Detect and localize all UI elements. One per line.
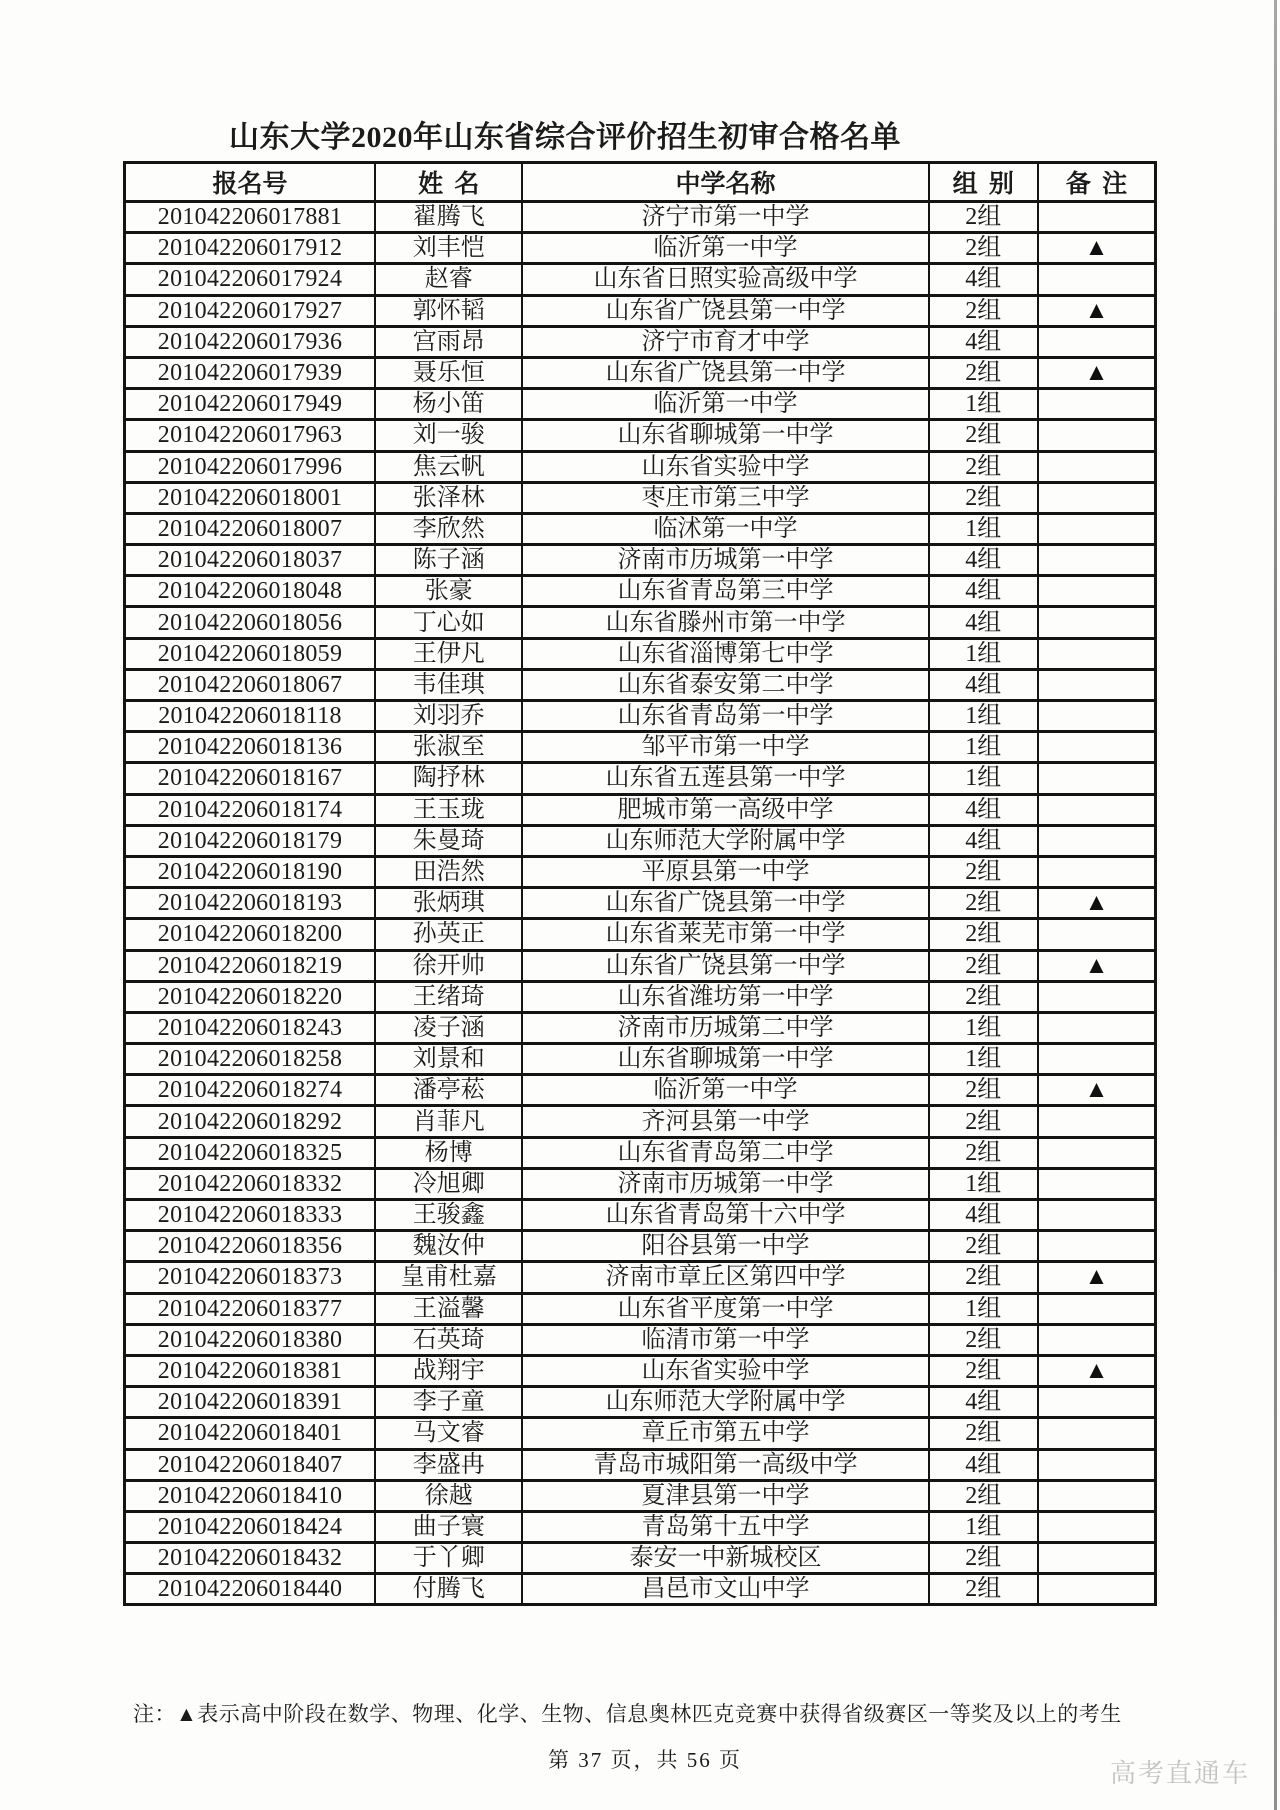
table-row: [125, 1574, 1156, 1605]
regno-cell: 201042206018356: [125, 1231, 376, 1262]
group-cell: 1组: [929, 513, 1038, 544]
page-title: 山东大学2020年山东省综合评价招生初审合格名单: [229, 121, 901, 154]
group-cell: 2组: [929, 1075, 1038, 1106]
school-cell: 临沂第一中学: [522, 389, 928, 420]
school-cell: 平原县第一中学: [522, 856, 928, 887]
table-row: [125, 1044, 1156, 1075]
regno-cell: 201042206018037: [125, 545, 376, 576]
name-cell: 陈子涵: [375, 545, 522, 576]
school-cell: 临沂第一中学: [522, 1075, 928, 1106]
remark-cell: [1038, 1200, 1156, 1231]
table-row: [125, 950, 1156, 981]
regno-cell: 201042206018220: [125, 981, 376, 1012]
school-cell: 济南市历城第一中学: [522, 1168, 928, 1199]
regno-cell: 201042206018440: [125, 1574, 376, 1605]
regno-cell: 201042206018274: [125, 1075, 376, 1106]
table-row: [125, 545, 1156, 576]
remark-cell: [1038, 981, 1156, 1012]
table-row: [125, 1075, 1156, 1106]
group-cell: 2组: [929, 233, 1038, 264]
table-row: [125, 825, 1156, 856]
group-cell: 4组: [929, 669, 1038, 700]
remark-cell: [1038, 1449, 1156, 1480]
name-cell: 王溢馨: [375, 1293, 522, 1324]
remark-cell: [1038, 451, 1156, 482]
school-cell: 青岛市城阳第一高级中学: [522, 1449, 928, 1480]
group-cell: 2组: [929, 1231, 1038, 1262]
group-cell: 4组: [929, 545, 1038, 576]
remark-cell: [1038, 482, 1156, 513]
school-cell: 章丘市第五中学: [522, 1418, 928, 1449]
school-cell: 临清市第一中学: [522, 1324, 928, 1355]
remark-cell: ▲: [1038, 357, 1156, 388]
name-cell: 郭怀韬: [375, 295, 522, 326]
remark-cell: [1038, 1106, 1156, 1137]
group-cell: 2组: [929, 888, 1038, 919]
group-cell: 2组: [929, 1106, 1038, 1137]
name-cell: 张炳琪: [375, 888, 522, 919]
group-cell: 1组: [929, 1168, 1038, 1199]
regno-cell: 201042206018190: [125, 856, 376, 887]
regno-cell: 201042206018401: [125, 1418, 376, 1449]
school-cell: 肥城市第一高级中学: [522, 794, 928, 825]
col-header-group: 组别: [929, 163, 1038, 202]
group-cell: 1组: [929, 732, 1038, 763]
name-cell: 凌子涵: [375, 1012, 522, 1043]
name-cell: 李子童: [375, 1387, 522, 1418]
group-cell: 4组: [929, 1200, 1038, 1231]
school-cell: 山东省日照实验高级中学: [522, 264, 928, 295]
regno-cell: 201042206018373: [125, 1262, 376, 1293]
page-number: 第 37 页，共 56 页: [548, 1748, 742, 1772]
regno-cell: 201042206018118: [125, 701, 376, 732]
regno-cell: 201042206018381: [125, 1355, 376, 1386]
regno-cell: 201042206018380: [125, 1324, 376, 1355]
group-cell: 4组: [929, 576, 1038, 607]
regno-cell: 201042206017949: [125, 389, 376, 420]
school-cell: 临沭第一中学: [522, 513, 928, 544]
name-cell: 魏汝仲: [375, 1231, 522, 1262]
regno-cell: 201042206018007: [125, 513, 376, 544]
table-row: [125, 638, 1156, 669]
remark-cell: [1038, 607, 1156, 638]
table-row: [125, 1168, 1156, 1199]
group-cell: 4组: [929, 264, 1038, 295]
table-row: [125, 763, 1156, 794]
school-cell: 昌邑市文山中学: [522, 1574, 928, 1605]
table-row: [125, 732, 1156, 763]
remark-cell: [1038, 1480, 1156, 1511]
remark-cell: [1038, 1511, 1156, 1542]
school-cell: 济宁市第一中学: [522, 202, 928, 233]
remark-cell: ▲: [1038, 950, 1156, 981]
school-cell: 山东省聊城第一中学: [522, 1044, 928, 1075]
remark-cell: ▲: [1038, 1262, 1156, 1293]
group-cell: 4组: [929, 1387, 1038, 1418]
remark-cell: [1038, 420, 1156, 451]
regno-cell: 201042206018219: [125, 950, 376, 981]
remark-cell: [1038, 264, 1156, 295]
remark-cell: [1038, 794, 1156, 825]
name-cell: 刘丰恺: [375, 233, 522, 264]
name-cell: 丁心如: [375, 607, 522, 638]
table-row: [125, 576, 1156, 607]
name-cell: 王骏鑫: [375, 1200, 522, 1231]
table-row: [125, 1418, 1156, 1449]
group-cell: 4组: [929, 1449, 1038, 1480]
regno-cell: 201042206018332: [125, 1168, 376, 1199]
name-cell: 曲子寰: [375, 1511, 522, 1542]
school-cell: 夏津县第一中学: [522, 1480, 928, 1511]
remark-cell: [1038, 638, 1156, 669]
watermark: 高考直通车: [1109, 1759, 1250, 1788]
table-row: [125, 794, 1156, 825]
table-row: [125, 669, 1156, 700]
table-row: [125, 919, 1156, 950]
group-cell: 2组: [929, 420, 1038, 451]
regno-cell: 201042206018001: [125, 482, 376, 513]
table-row: [125, 389, 1156, 420]
school-cell: 临沂第一中学: [522, 233, 928, 264]
regno-cell: 201042206018391: [125, 1387, 376, 1418]
col-header-remark: 备注: [1038, 163, 1156, 202]
remark-cell: ▲: [1038, 1075, 1156, 1106]
table-row: [125, 1355, 1156, 1386]
remark-cell: ▲: [1038, 233, 1156, 264]
group-cell: 2组: [929, 919, 1038, 950]
name-cell: 李盛冉: [375, 1449, 522, 1480]
regno-cell: 201042206018292: [125, 1106, 376, 1137]
table-row: [125, 981, 1156, 1012]
group-cell: 1组: [929, 389, 1038, 420]
remark-cell: [1038, 1324, 1156, 1355]
school-cell: 山东省潍坊第一中学: [522, 981, 928, 1012]
name-cell: 石英琦: [375, 1324, 522, 1355]
school-cell: 山东省实验中学: [522, 451, 928, 482]
school-cell: 济南市历城第一中学: [522, 545, 928, 576]
school-cell: 山东省广饶县第一中学: [522, 888, 928, 919]
table-row: [125, 482, 1156, 513]
name-cell: 张豪: [375, 576, 522, 607]
table-row: [125, 701, 1156, 732]
regno-cell: 201042206018377: [125, 1293, 376, 1324]
col-header-name: 姓名: [375, 163, 522, 202]
school-cell: 山东省五莲县第一中学: [522, 763, 928, 794]
group-cell: 2组: [929, 856, 1038, 887]
group-cell: 2组: [929, 295, 1038, 326]
school-cell: 齐河县第一中学: [522, 1106, 928, 1137]
regno-cell: 201042206018432: [125, 1543, 376, 1574]
table-row: [125, 607, 1156, 638]
name-cell: 翟腾飞: [375, 202, 522, 233]
remark-cell: [1038, 701, 1156, 732]
school-cell: 山东省实验中学: [522, 1355, 928, 1386]
name-cell: 陶抒林: [375, 763, 522, 794]
group-cell: 1组: [929, 638, 1038, 669]
regno-cell: 201042206018059: [125, 638, 376, 669]
school-cell: 山东师范大学附属中学: [522, 1387, 928, 1418]
table-row: [125, 1262, 1156, 1293]
name-cell: 徐越: [375, 1480, 522, 1511]
table-row: [125, 1543, 1156, 1574]
group-cell: 2组: [929, 202, 1038, 233]
name-cell: 于丫卿: [375, 1543, 522, 1574]
school-cell: 山东省青岛第十六中学: [522, 1200, 928, 1231]
remark-cell: [1038, 1168, 1156, 1199]
name-cell: 王绪琦: [375, 981, 522, 1012]
regno-cell: 201042206018174: [125, 794, 376, 825]
school-cell: 山东省广饶县第一中学: [522, 357, 928, 388]
table-row: [125, 202, 1156, 233]
scan-edge-artifact: [1274, 0, 1277, 1810]
name-cell: 王伊凡: [375, 638, 522, 669]
remark-cell: ▲: [1038, 888, 1156, 919]
regno-cell: 201042206018067: [125, 669, 376, 700]
regno-cell: 201042206018136: [125, 732, 376, 763]
remark-cell: [1038, 1293, 1156, 1324]
remark-cell: [1038, 1574, 1156, 1605]
table-body: [125, 202, 1156, 1605]
group-cell: 2组: [929, 1418, 1038, 1449]
qualified-list-table: [123, 161, 1157, 1606]
table-row: [125, 1324, 1156, 1355]
remark-cell: [1038, 326, 1156, 357]
table-row: [125, 1012, 1156, 1043]
remark-cell: [1038, 1418, 1156, 1449]
table-row: [125, 888, 1156, 919]
remark-cell: [1038, 825, 1156, 856]
name-cell: 刘一骏: [375, 420, 522, 451]
school-cell: 山东省青岛第三中学: [522, 576, 928, 607]
regno-cell: 201042206017924: [125, 264, 376, 295]
remark-cell: [1038, 1137, 1156, 1168]
remark-cell: [1038, 1012, 1156, 1043]
regno-cell: 201042206018407: [125, 1449, 376, 1480]
table-row: [125, 1106, 1156, 1137]
table-row: [125, 326, 1156, 357]
school-cell: 泰安一中新城校区: [522, 1543, 928, 1574]
group-cell: 1组: [929, 1293, 1038, 1324]
table-row: [125, 451, 1156, 482]
remark-cell: [1038, 763, 1156, 794]
group-cell: 1组: [929, 763, 1038, 794]
school-cell: 济南市历城第二中学: [522, 1012, 928, 1043]
table-row: [125, 1231, 1156, 1262]
group-cell: 2组: [929, 451, 1038, 482]
regno-cell: 201042206017936: [125, 326, 376, 357]
remark-cell: [1038, 389, 1156, 420]
regno-cell: 201042206018167: [125, 763, 376, 794]
remark-cell: [1038, 576, 1156, 607]
name-cell: 马文睿: [375, 1418, 522, 1449]
group-cell: 2组: [929, 1543, 1038, 1574]
name-cell: 刘羽乔: [375, 701, 522, 732]
group-cell: 2组: [929, 357, 1038, 388]
remark-cell: [1038, 856, 1156, 887]
table-row: [125, 513, 1156, 544]
group-cell: 2组: [929, 1355, 1038, 1386]
regno-cell: 201042206018200: [125, 919, 376, 950]
school-cell: 山东省青岛第二中学: [522, 1137, 928, 1168]
group-cell: 4组: [929, 794, 1038, 825]
school-cell: 济宁市育才中学: [522, 326, 928, 357]
table-row: [125, 264, 1156, 295]
remark-cell: [1038, 513, 1156, 544]
school-cell: 枣庄市第三中学: [522, 482, 928, 513]
group-cell: 2组: [929, 482, 1038, 513]
group-cell: 4组: [929, 326, 1038, 357]
group-cell: 1组: [929, 1044, 1038, 1075]
regno-cell: 201042206018258: [125, 1044, 376, 1075]
remark-cell: ▲: [1038, 295, 1156, 326]
regno-cell: 201042206017939: [125, 357, 376, 388]
remark-cell: ▲: [1038, 1355, 1156, 1386]
col-header-regno: 报名号: [125, 163, 376, 202]
remark-cell: [1038, 1044, 1156, 1075]
table-row: [125, 1293, 1156, 1324]
regno-cell: 201042206018410: [125, 1480, 376, 1511]
name-cell: 张淑至: [375, 732, 522, 763]
name-cell: 皇甫杜嘉: [375, 1262, 522, 1293]
group-cell: 1组: [929, 1511, 1038, 1542]
table-row: [125, 1511, 1156, 1542]
regno-cell: 201042206018179: [125, 825, 376, 856]
group-cell: 2组: [929, 1574, 1038, 1605]
remark-cell: [1038, 919, 1156, 950]
group-cell: 2组: [929, 981, 1038, 1012]
remark-cell: [1038, 202, 1156, 233]
school-cell: 邹平市第一中学: [522, 732, 928, 763]
name-cell: 张泽林: [375, 482, 522, 513]
regno-cell: 201042206017927: [125, 295, 376, 326]
name-cell: 韦佳琪: [375, 669, 522, 700]
name-cell: 聂乐恒: [375, 357, 522, 388]
regno-cell: 201042206017963: [125, 420, 376, 451]
regno-cell: 201042206018056: [125, 607, 376, 638]
name-cell: 杨博: [375, 1137, 522, 1168]
name-cell: 付腾飞: [375, 1574, 522, 1605]
table-row: [125, 295, 1156, 326]
remark-cell: [1038, 1543, 1156, 1574]
name-cell: 杨小笛: [375, 389, 522, 420]
regno-cell: 201042206018424: [125, 1511, 376, 1542]
school-cell: 山东师范大学附属中学: [522, 825, 928, 856]
group-cell: 4组: [929, 825, 1038, 856]
footnote: 注：▲表示高中阶段在数学、物理、化学、生物、信息奥林匹克竞赛中获得省级赛区一等奖及以上的考生: [133, 1702, 1122, 1726]
school-cell: 山东省平度第一中学: [522, 1293, 928, 1324]
name-cell: 冷旭卿: [375, 1168, 522, 1199]
school-cell: 青岛第十五中学: [522, 1511, 928, 1542]
name-cell: 焦云帆: [375, 451, 522, 482]
group-cell: 2组: [929, 1137, 1038, 1168]
table-header-row: [125, 163, 1156, 202]
school-cell: 山东省滕州市第一中学: [522, 607, 928, 638]
table-row: [125, 233, 1156, 264]
col-header-school: 中学名称: [522, 163, 928, 202]
remark-cell: [1038, 669, 1156, 700]
regno-cell: 201042206017912: [125, 233, 376, 264]
regno-cell: 201042206018193: [125, 888, 376, 919]
school-cell: 山东省广饶县第一中学: [522, 295, 928, 326]
name-cell: 李欣然: [375, 513, 522, 544]
school-cell: 山东省聊城第一中学: [522, 420, 928, 451]
name-cell: 王玉珑: [375, 794, 522, 825]
group-cell: 2组: [929, 950, 1038, 981]
school-cell: 阳谷县第一中学: [522, 1231, 928, 1262]
school-cell: 山东省泰安第二中学: [522, 669, 928, 700]
table-row: [125, 856, 1156, 887]
school-cell: 济南市章丘区第四中学: [522, 1262, 928, 1293]
regno-cell: 201042206018243: [125, 1012, 376, 1043]
group-cell: 2组: [929, 1324, 1038, 1355]
school-cell: 山东省淄博第七中学: [522, 638, 928, 669]
name-cell: 刘景和: [375, 1044, 522, 1075]
name-cell: 徐开帅: [375, 950, 522, 981]
name-cell: 宫雨昂: [375, 326, 522, 357]
name-cell: 赵睿: [375, 264, 522, 295]
remark-cell: [1038, 1387, 1156, 1418]
name-cell: 孙英正: [375, 919, 522, 950]
regno-cell: 201042206018048: [125, 576, 376, 607]
name-cell: 潘亭菘: [375, 1075, 522, 1106]
table-row: [125, 1480, 1156, 1511]
name-cell: 肖菲凡: [375, 1106, 522, 1137]
table-row: [125, 420, 1156, 451]
group-cell: 2组: [929, 1262, 1038, 1293]
table-row: [125, 1137, 1156, 1168]
name-cell: 朱曼琦: [375, 825, 522, 856]
name-cell: 战翔宇: [375, 1355, 522, 1386]
regno-cell: 201042206017996: [125, 451, 376, 482]
table-row: [125, 1200, 1156, 1231]
group-cell: 2组: [929, 1480, 1038, 1511]
regno-cell: 201042206017881: [125, 202, 376, 233]
name-cell: 田浩然: [375, 856, 522, 887]
group-cell: 1组: [929, 701, 1038, 732]
table-row: [125, 1387, 1156, 1418]
remark-cell: [1038, 732, 1156, 763]
remark-cell: [1038, 1231, 1156, 1262]
regno-cell: 201042206018325: [125, 1137, 376, 1168]
remark-cell: [1038, 545, 1156, 576]
school-cell: 山东省青岛第一中学: [522, 701, 928, 732]
table-row: [125, 357, 1156, 388]
table-row: [125, 1449, 1156, 1480]
group-cell: 4组: [929, 607, 1038, 638]
school-cell: 山东省莱芜市第一中学: [522, 919, 928, 950]
group-cell: 1组: [929, 1012, 1038, 1043]
school-cell: 山东省广饶县第一中学: [522, 950, 928, 981]
regno-cell: 201042206018333: [125, 1200, 376, 1231]
